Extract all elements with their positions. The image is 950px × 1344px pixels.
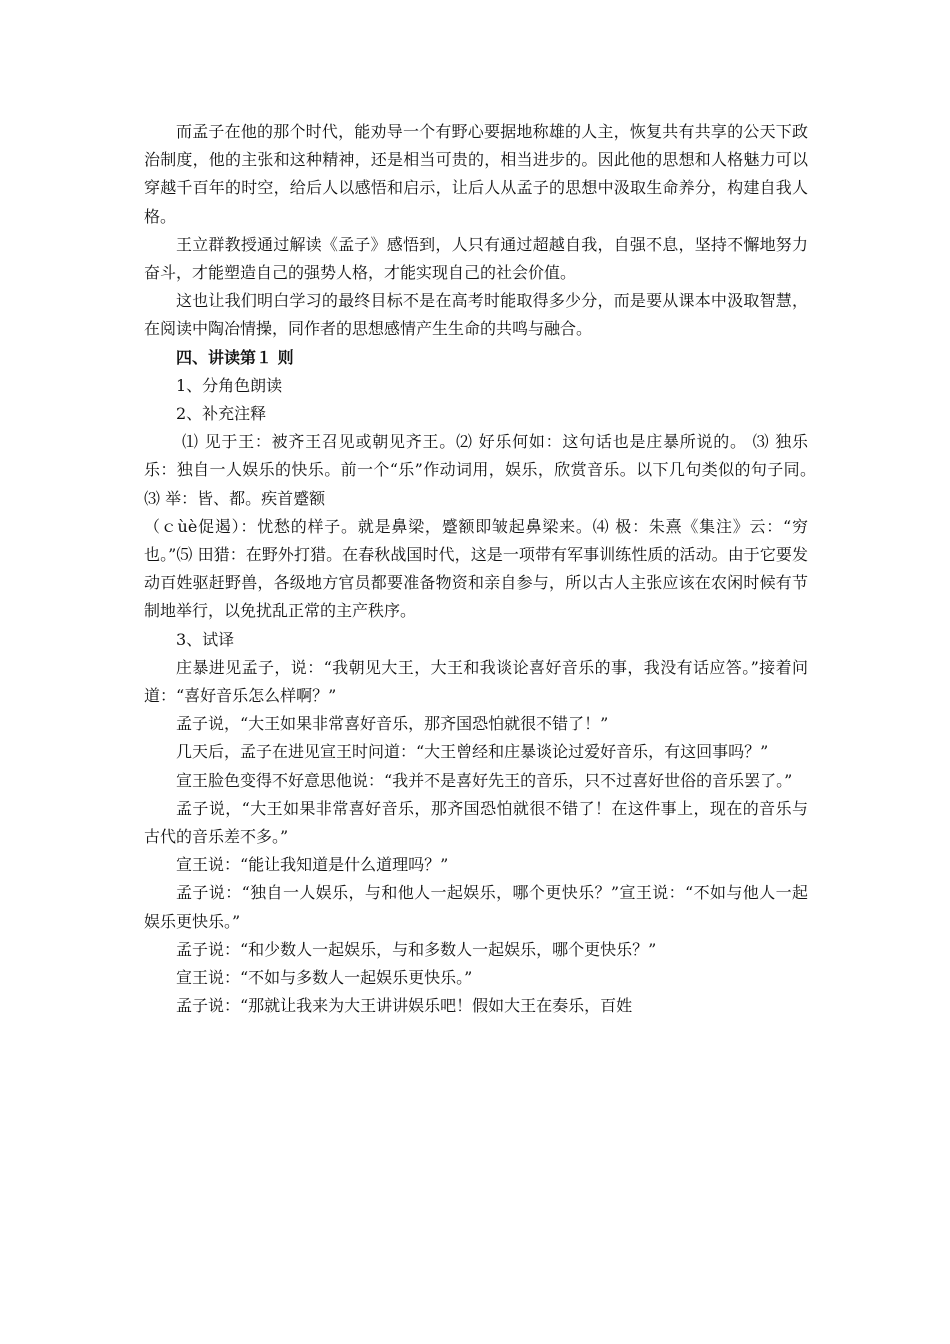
list-item-translation: 3、试译 [176, 629, 235, 649]
paragraph-learning-goal: 这也让我们明白学习的最终目标不是在高考时能取得多少分，而是要从课本中汲取智慧，在阅读中陶冶情操，同作者的思想感情产生生命的共鸣与融合。 [144, 291, 808, 339]
paragraph-wang-liqun: 王立群教授通过解读《孟子》感悟到，人只有通过超越自我，自强不息，坚持不懈地努力奋斗，才能塑造自己的强势人格，才能实现自己的社会价值。 [144, 234, 808, 283]
dialogue-paragraph: 庄暴进见孟子，说：“我朝见大王，大王和我谈论喜好音乐的事，我没有话应答。”接着问道：“喜好音乐怎么样啊？” [144, 657, 808, 706]
list-item-role-reading: 1、分角色朗读 [176, 375, 283, 395]
notes-paragraph-2: （ｃùè促遏）：忧愁的样子。就是鼻梁，蹙额即皱起鼻梁来。⑷ 极：朱熹《集注》云：“穷也。”⑸ 田猎：在野外打猎。在春秋战国时代，这是一项带有军事训练性质的活动。由于它要发动百姓驱赶野兽，各级地方官员都要准备物资和亲自参与，所以古人主张应该在农闲时候有节制地举行，以免扰乱正常的主产秩序。 [144, 516, 808, 621]
dialogue-paragraph: 宣王脸色变得不好意思他说：“我并不是喜好先王的音乐，只不过喜好世俗的音乐罢了。” [176, 770, 793, 790]
dialogue-paragraph: 几天后，孟子在进见宣王时问道：“大王曾经和庄暴谈论过爱好音乐，有这回事吗？” [176, 742, 769, 762]
dialogue-paragraph: 孟子说，“大王如果非常喜好音乐，那齐国恐怕就很不错了！” [176, 714, 609, 734]
section-heading: 四、讲读第１ 则 [176, 347, 294, 367]
dialogue-paragraph: 孟子说：“独自一人娱乐，与和他人一起娱乐，哪个更快乐？”宣王说：“不如与他人一起娱乐更快乐。” [144, 883, 808, 931]
dialogue-paragraph: 宣王说：“能让我知道是什么道理吗？” [176, 855, 449, 875]
paragraph-mencius-era: 而孟子在他的那个时代，能劝导一个有野心要据地称雄的人主，恢复共有共享的公天下政治制度，他的主张和这种精神，还是相当可贵的，相当进步的。因此他的思想和人格魅力可以穿越千百年的时空，给后人以感悟和启示，让后人从孟子的思想中汲取生命养分，构建自我人格。 [144, 122, 808, 226]
document-page [144, 118, 825, 1021]
dialogue-paragraph: 孟子说：“和少数人一起娱乐，与和多数人一起娱乐，哪个更快乐？” [176, 939, 657, 959]
dialogue-paragraph: 宣王说：“不如与多数人一起娱乐更快乐。” [176, 968, 473, 988]
dialogue-paragraph: 孟子说，“大王如果非常喜好音乐，那齐国恐怕就很不错了！在这件事上，现在的音乐与古代的音乐差不多。” [144, 798, 808, 847]
list-item-notes: 2、补充注释 [176, 404, 267, 424]
notes-paragraph-1: ⑴ 见于王：被齐王召见或朝见齐王。⑵ 好乐何如：这句话也是庄暴所说的。 ⑶ 独乐乐：独自一人娱乐的快乐。前一个“乐”作动词用，娱乐，欣赏音乐。以下几句类似的句子同。 ⑶ 举：皆、都。疾首蹙额 [144, 432, 825, 508]
dialogue-paragraph: 孟子说：“那就让我来为大王讲讲娱乐吧！假如大王在奏乐，百姓 [176, 996, 633, 1016]
